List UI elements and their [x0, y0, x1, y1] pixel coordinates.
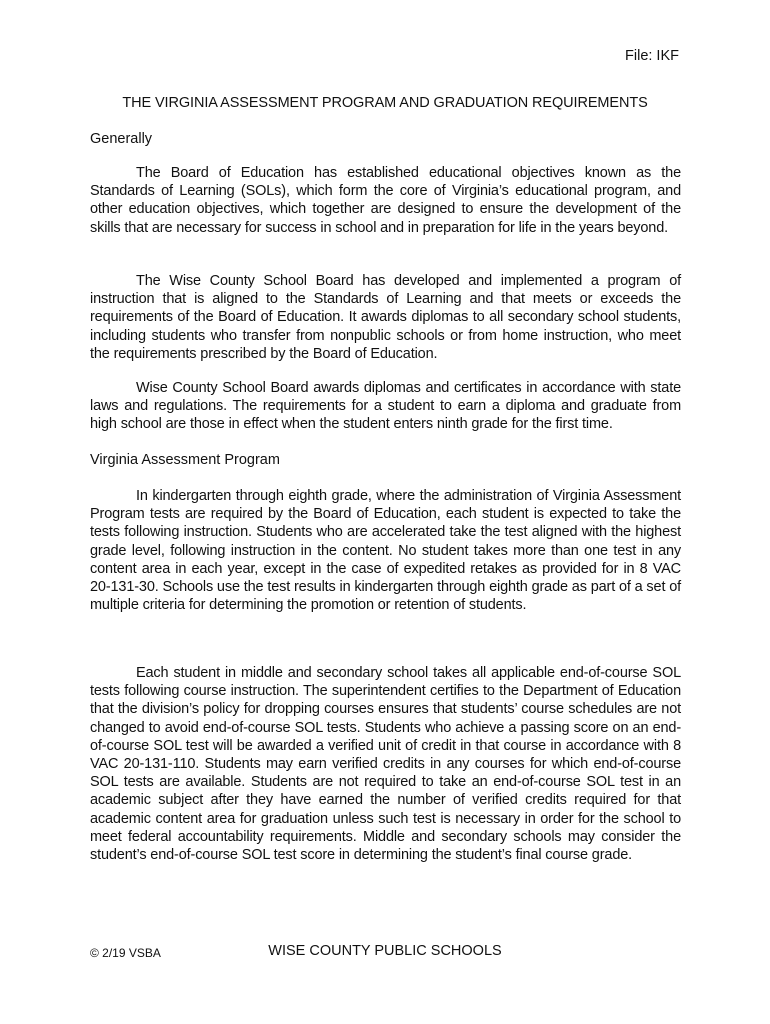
- file-label: File: IKF: [625, 48, 679, 64]
- paragraph-program-of-instruction: The Wise County School Board has developed and implemented a program of instruction that is aligned to the Standards of Learning and that meets or exceeds the requirements of the Board of Education. It awards diplomas to all secondary school students, including students who transfer from nonpublic schools or from home instruction, who meet the requirements prescribed by the Board of Education.: [90, 273, 681, 362]
- footer-organization: WISE COUNTY PUBLIC SCHOOLS: [268, 943, 502, 959]
- paragraph-standards-of-learning: The Board of Education has established educational objectives known as the Standards of Learning (SOLs), which form the core of Virginia’s educational program, and other education objectives, which together are designed to ensure the development of the skills that are necessary for success in school and in preparation for life in the years beyond.: [90, 165, 681, 236]
- paragraph-kindergarten-through-eighth: In kindergarten through eighth grade, where the administration of Virginia Assessment Program tests are required by the Board of Education, each student is expected to take the tests following instruction. Students who are accelerated take the test aligned with the highest grade level, following instruction in the content. No student takes more than one test in any content area in each year, except in the case of expedited retakes as provided for in 8 VAC 20-131-30. Schools use the test results in kindergarten through eighth grade as part of a set of multiple criteria for determining the promotion or retention of students.: [90, 488, 681, 614]
- section-heading-generally: Generally: [90, 131, 153, 147]
- document-title: THE VIRGINIA ASSESSMENT PROGRAM AND GRADUATION REQUIREMENTS: [122, 95, 648, 111]
- paragraph-end-of-course-tests: Each student in middle and secondary school takes all applicable end-of-course SOL tests following course instruction. The superintendent certifies to the Department of Education that the division’s policy for dropping courses ensures that students’ course schedules are not changed to avoid end-of-course SOL tests. Students who achieve a passing score on an end-of-course SOL test will be awarded a verified unit of credit in that course in accordance with 8 VAC 20-131-110. Students may earn verified credits in any courses for which end-of-course SOL tests are available. Students are not required to take an end-of-course SOL test in an academic subject after they have earned the number of verified credits required for that academic content area for graduation unless such test is necessary in order for the school to meet federal accountability requirements. Middle and secondary schools may consider the student’s end-of-course SOL test score in determining the student’s final course grade.: [90, 665, 681, 864]
- section-heading-assessment-program: Virginia Assessment Program: [90, 452, 280, 468]
- paragraph-diplomas-and-certificates: Wise County School Board awards diplomas and certificates in accordance with state laws and regulations. The requirements for a student to earn a diploma and graduate from high school are those in effect when the student enters ninth grade for the first time.: [90, 380, 681, 433]
- footer-copyright: © 2/19 VSBA: [90, 946, 161, 960]
